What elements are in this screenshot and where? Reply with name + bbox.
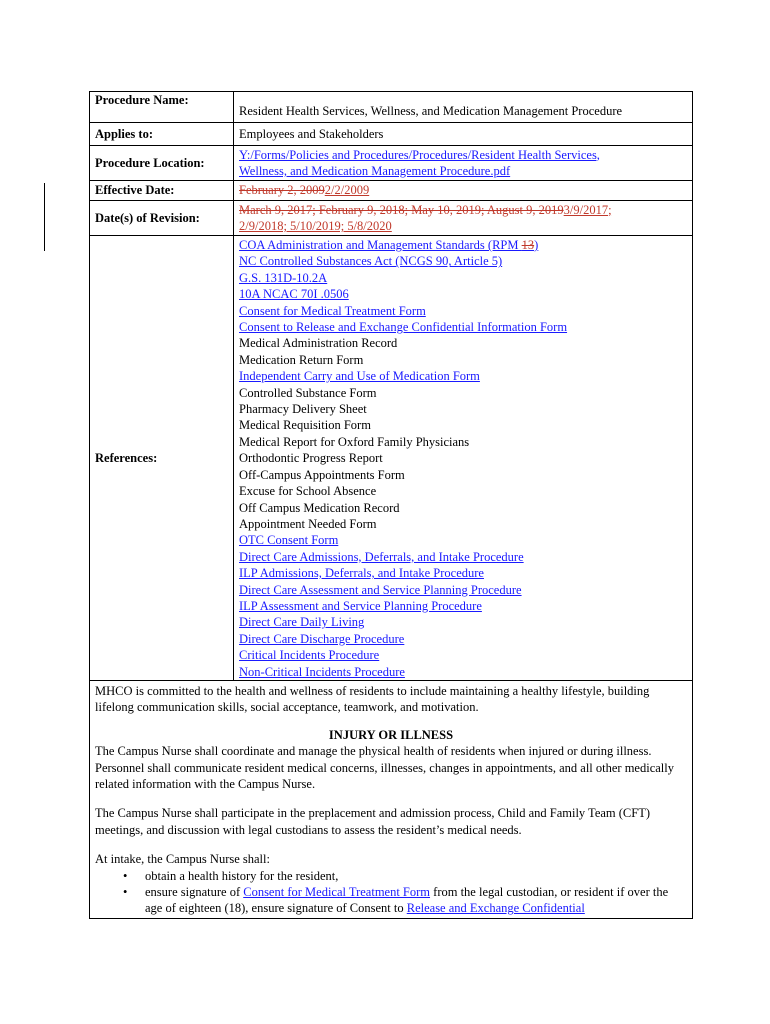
reference-item[interactable] [239,270,687,286]
reference-link[interactable]: Direct Care Discharge Procedure [239,631,405,646]
reference-text: Medical Report for Oxford Family Physicians [239,434,470,449]
reference-item[interactable] [239,647,687,663]
procedure-name-value: Resident Health Services, Wellness, and Medication Management Procedure [234,92,693,123]
reference-item[interactable] [239,664,687,680]
reference-text: Orthodontic Progress Report [239,451,383,466]
reference-text: Medical Administration Record [239,336,398,351]
reference-text: Controlled Substance Form [239,385,377,400]
reference-item [239,335,687,351]
reference-link[interactable]: NC Controlled Substances Act (NCGS 90, Article 5) [239,254,503,269]
reference-item [239,434,687,450]
list-item: • ensure signature of Consent for Medical Treatment Form from the legal custodian, or resident if over the age of eighteen (18), ensure signature of Consent to Release and Exchange Confidential [145,884,687,917]
reference-text: Off Campus Medication Record [239,500,400,515]
reference-item-coa[interactable]: COA Administration and Management Standards (RPM 13) [239,238,539,252]
reference-item[interactable] [239,631,687,647]
nurse-coordination-paragraph: The Campus Nurse shall coordinate and manage the physical health of residents when injured or during illness. Personnel shall communicate resident medical concerns, illnesses, changes in appointments, and all other medically related information with the Campus Nurse. [95,744,674,791]
intro-paragraph: MHCO is committed to the health and wellness of residents to include maintaining a healthy lifestyle, building lifelong communication skills, social acceptance, teamwork, and motivation. [95,683,650,715]
applies-to-value: Employees and Stakeholders [234,123,693,146]
reference-item [239,516,687,532]
reference-item [239,450,687,466]
reference-link[interactable]: Direct Care Daily Living [239,615,365,630]
reference-link[interactable]: Independent Carry and Use of Medication Form [239,369,480,384]
references-label: References: [90,236,234,681]
reference-link[interactable]: Direct Care Assessment and Service Planning Procedure [239,582,522,597]
effective-date-label: Effective Date: [90,181,234,201]
reference-item[interactable] [239,565,687,581]
reference-item[interactable] [239,582,687,598]
procedure-metadata-table [89,91,693,681]
procedure-name-label: Procedure Name: [90,92,234,123]
reference-item[interactable] [239,549,687,565]
procedure-location-link[interactable]: Y:/Forms/Policies and Procedures/Procedures/Resident Health Services, Wellness, and Medication Management Procedure.pdf [239,147,600,178]
nurse-participation-paragraph: The Campus Nurse shall participate in the preplacement and admission process, Child and Family Team (CFT) meetings, and discussion with legal custodians to assess the resident’s medical needs. [95,806,651,837]
reference-item [239,467,687,483]
intake-lead-text: At intake, the Campus Nurse shall: [95,852,270,867]
effective-date-value [234,181,693,201]
reference-item [239,401,687,417]
reference-link[interactable]: Direct Care Admissions, Deferrals, and Intake Procedure [239,549,524,564]
reference-link[interactable]: ILP Assessment and Service Planning Procedure [239,598,482,613]
reference-item [239,352,687,368]
effective-date-deleted: February 2, 2009 [239,183,325,198]
revision-dates-deleted: March 9, 2017; February 9, 2018; May 10, 2019; August 9, 2019 [239,202,564,217]
revision-dates-value [234,201,693,236]
reference-item[interactable] [239,286,687,302]
procedure-body [89,681,693,919]
reference-link[interactable]: Consent for Medical Treatment Form [239,303,426,318]
revision-change-bar [44,183,45,251]
reference-item[interactable] [239,368,687,384]
consent-medical-treatment-link[interactable]: Consent for Medical Treatment Form [243,885,431,900]
intake-duties-list [95,868,687,917]
reference-item [239,417,687,433]
reference-item[interactable] [239,532,687,548]
list-item: • obtain a health history for the resident, [145,868,687,884]
reference-text: Medical Requisition Form [239,418,371,433]
reference-item[interactable] [239,303,687,319]
reference-link[interactable]: 10A NCAC 70I .0506 [239,287,349,302]
reference-text: Off-Campus Appointments Form [239,467,405,482]
reference-item[interactable] [239,319,687,335]
reference-link[interactable]: Non-Critical Incidents Procedure [239,664,405,679]
reference-item[interactable] [239,598,687,614]
procedure-location-label: Procedure Location: [90,146,234,181]
reference-link[interactable]: G.S. 131D-10.2A [239,270,328,285]
section-heading-injury-illness: INJURY OR ILLNESS [328,727,454,742]
reference-item[interactable] [239,253,687,269]
applies-to-label: Applies to: [90,123,234,146]
reference-item [239,385,687,401]
revision-dates-label: Date(s) of Revision: [90,201,234,236]
reference-text: Excuse for School Absence [239,484,377,499]
release-exchange-link[interactable]: Release and Exchange Confidential [406,901,585,916]
effective-date-inserted: 2/2/2009 [324,183,370,198]
revision-dates-inserted-1: 3/9/2017; [563,202,612,217]
revision-dates-inserted-2: 2/9/2018; 5/10/2019; 5/8/2020 [239,219,392,233]
reference-text: Medication Return Form [239,352,364,367]
reference-link[interactable]: ILP Admissions, Deferrals, and Intake Procedure [239,566,484,581]
reference-text: Pharmacy Delivery Sheet [239,402,367,417]
reference-link[interactable]: Critical Incidents Procedure [239,648,380,663]
references-list [234,236,693,681]
reference-link[interactable]: Consent to Release and Exchange Confidential Information Form [239,320,568,335]
reference-link[interactable]: OTC Consent Form [239,533,339,548]
procedure-location-value [234,146,693,181]
procedure-document [89,91,693,919]
reference-item [239,500,687,516]
reference-item [239,483,687,499]
reference-item[interactable] [239,614,687,630]
reference-text: Appointment Needed Form [239,516,377,531]
